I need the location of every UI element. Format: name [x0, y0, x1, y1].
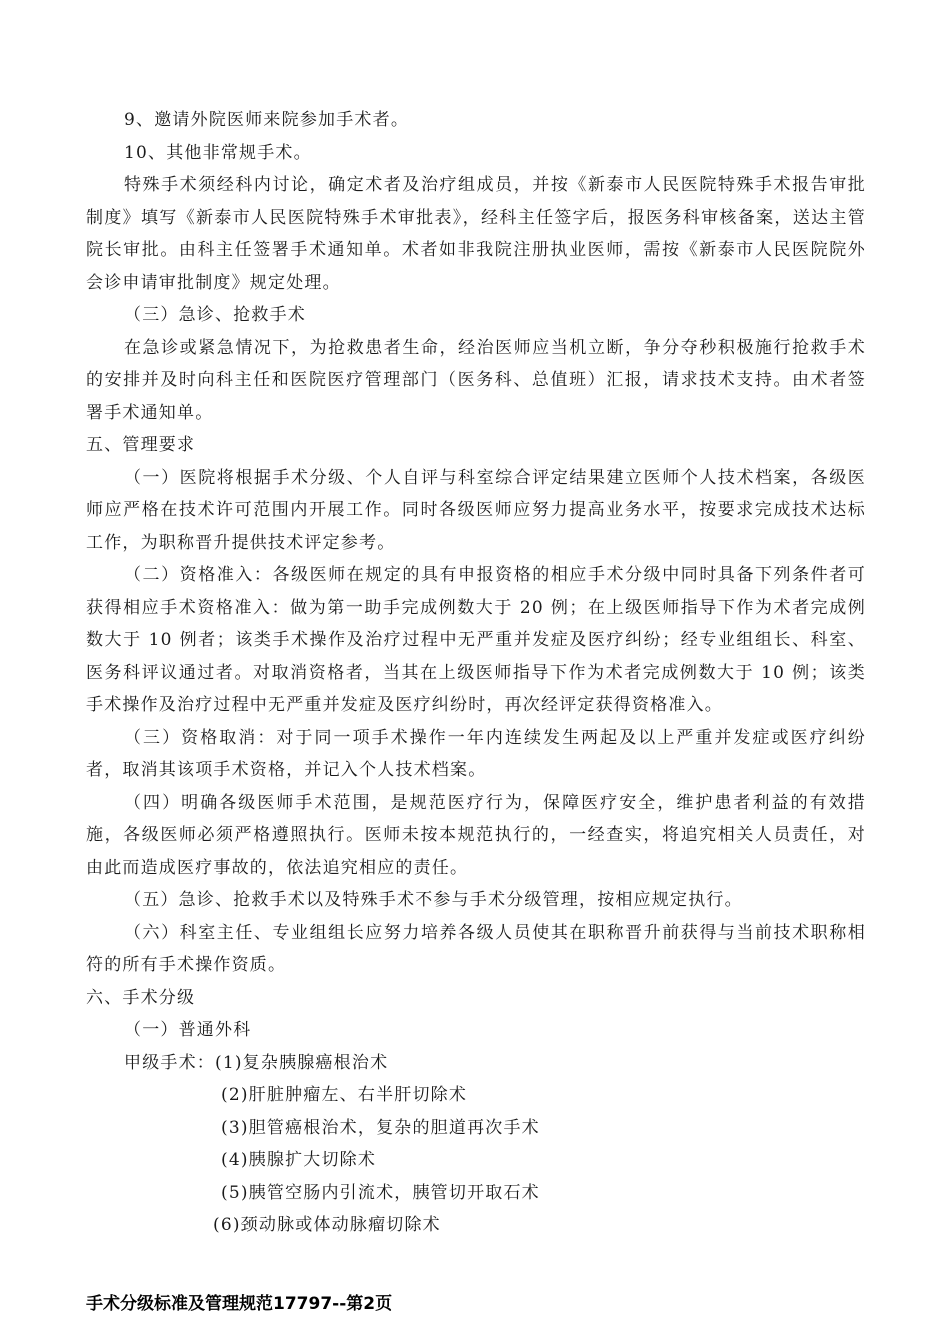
- section-5-item-3: （三）资格取消：对于同一项手术操作一年内连续发生两起及以上严重并发症或医疗纠纷者，取消其该项手术资格，并记入个人技术档案。: [86, 727, 866, 780]
- operation-text-1: (1)复杂胰腺癌根治术: [215, 1052, 389, 1073]
- grade-a-label: 甲级手术：: [124, 1052, 215, 1073]
- page-footer: 手术分级标准及管理规范17797--第2页: [86, 1294, 393, 1314]
- list-item-9: 9、邀请外院医师来院参加手术者。: [124, 110, 410, 130]
- general-surgery-heading: （一）普通外科: [124, 1020, 252, 1040]
- section-5-item-1: （一）医院将根据手术分级、个人自评与科室综合评定结果建立医师个人技术档案，各级医师应严格在技术许可范围内开展工作。同时各级医师应努力提高业务水平，按要求完成技术达标工作，为职称晋升提供技术评定参考。: [86, 467, 866, 553]
- special-surgery-paragraph: 特殊手术须经科内讨论，确定术者及治疗组成员，并按《新泰市人民医院特殊手术报告审批制度》填写《新泰市人民医院特殊手术审批表》，经科主任签字后，报医务科审核备案，送达主管院长审批。由科主任签署手术通知单。术者如非我院注册执业医师，需按《新泰市人民医院院外会诊申请审批制度》规定处理。: [86, 175, 866, 293]
- section-5-item-5: （五）急诊、抢救手术以及特殊手术不参与手术分级管理，按相应规定执行。: [124, 890, 743, 910]
- emergency-heading: （三）急诊、抢救手术: [124, 305, 306, 325]
- section-5-item-6: （六）科室主任、专业组组长应努力培养各级人员使其在职称晋升前获得与当前技术职称相符的所有手术操作资质。: [86, 922, 866, 975]
- operation-item-3: (3)胆管癌根治术，复杂的胆道再次手术: [221, 1117, 540, 1138]
- operation-item-2: (2)肝脏肿瘤左、右半肝切除术: [221, 1085, 468, 1105]
- list-item-10: 10、其他非常规手术。: [124, 142, 312, 163]
- emergency-paragraph: 在急诊或紧急情况下，为抢救患者生命，经治医师应当机立断，争分夺秒积极施行抢救手术的安排并及时向科主任和医院医疗管理部门（医务科、总值班）汇报，请求技术支持。由术者签署手术通知单。: [86, 337, 866, 423]
- section-5-heading: 五、管理要求: [86, 435, 196, 455]
- operation-item-1: [86, 1047, 866, 1080]
- section-5-item-4: （四）明确各级医师手术范围，是规范医疗行为，保障医疗安全，维护患者利益的有效措施，各级医师必须严格遵照执行。医师未按本规范执行的，一经查实，将追究相关人员责任，对由此而造成医疗事故的，依法追究相应的责任。: [86, 792, 866, 878]
- operation-item-5: (5)胰管空肠内引流术，胰管切开取石术: [221, 1182, 540, 1203]
- operation-item-4: (4)胰腺扩大切除术: [221, 1150, 377, 1170]
- operation-item-6: (6)颈动脉或体动脉瘤切除术: [213, 1215, 441, 1235]
- section-6-heading: 六、手术分级: [86, 987, 196, 1008]
- document-body: [86, 104, 866, 1242]
- section-5-item-2: （二）资格准入：各级医师在规定的具有申报资格的相应手术分级中同时具备下列条件者可获得相应手术资格准入：做为第一助手完成例数大于 20 例；在上级医师指导下作为术者完成例数大于 10 例者；该类手术操作及治疗过程中无严重并发症及医疗纠纷；经专业组组长、科室、医务科评议通过者。对取消资格者，当其在上级医师指导下作为术者完成例数大于 10 例；该类手术操作及治疗过程中无严重并发症及医疗纠纷时，再次经评定获得资格准入。: [86, 565, 866, 715]
